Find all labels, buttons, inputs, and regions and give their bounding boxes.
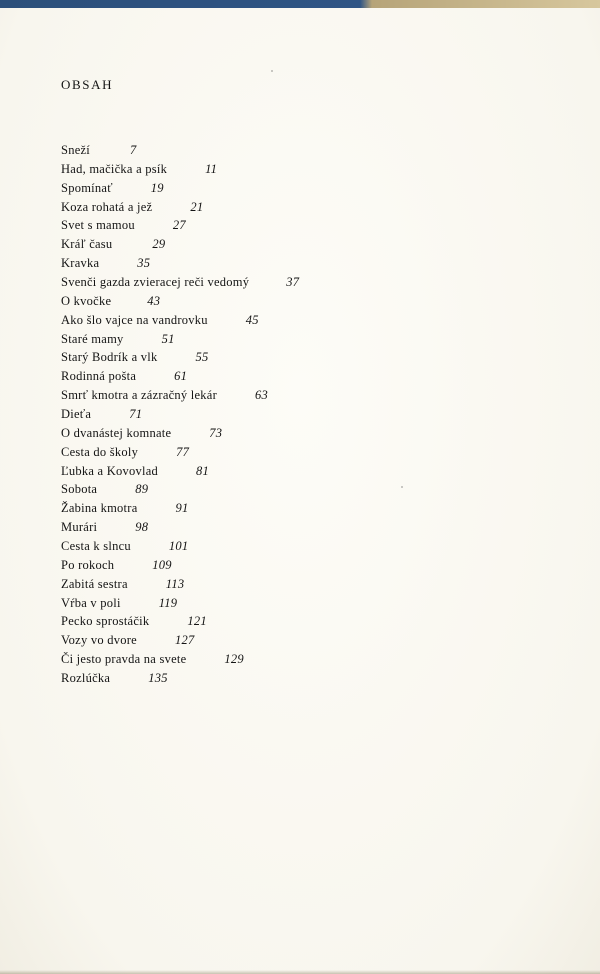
toc-entry-page: 81 bbox=[196, 463, 210, 478]
toc-entry-page: 35 bbox=[137, 256, 151, 271]
toc-entry-title: Svet s mamou bbox=[61, 218, 135, 233]
toc-entry-page: 43 bbox=[147, 293, 161, 308]
toc-entry-page: 29 bbox=[152, 237, 166, 252]
toc-entry[interactable] bbox=[61, 631, 299, 650]
toc-entry-page: 61 bbox=[174, 369, 188, 384]
toc-entry-title: Starý Bodrík a vlk bbox=[61, 350, 158, 365]
toc-entry-page: 19 bbox=[150, 180, 164, 195]
toc-entry-title: O dvanástej komnate bbox=[61, 425, 172, 440]
toc-entry[interactable] bbox=[61, 499, 299, 518]
toc-entry-page: 37 bbox=[286, 275, 300, 290]
toc-entry[interactable] bbox=[61, 216, 299, 235]
toc-entry-page: 127 bbox=[174, 633, 195, 648]
toc-entry[interactable] bbox=[61, 254, 299, 273]
toc-entry[interactable] bbox=[61, 518, 299, 537]
toc-heading: OBSAH bbox=[61, 77, 114, 92]
toc-entry[interactable] bbox=[61, 386, 299, 405]
toc-entry[interactable] bbox=[61, 405, 299, 424]
toc-entry[interactable] bbox=[61, 612, 299, 631]
toc-entry-title: Žabina kmotra bbox=[61, 501, 138, 516]
toc-entry-title: Cesta k slncu bbox=[61, 539, 131, 554]
toc-entry-title: Či jesto pravda na svete bbox=[61, 652, 187, 667]
toc-entry[interactable] bbox=[61, 650, 299, 669]
toc-entry-page: 129 bbox=[224, 652, 244, 667]
toc-entry-page: 77 bbox=[176, 444, 190, 459]
toc-entry-page: 113 bbox=[165, 576, 185, 591]
toc-entry[interactable] bbox=[61, 311, 299, 330]
toc-entry-page: 119 bbox=[158, 595, 178, 610]
toc-entry[interactable] bbox=[61, 367, 299, 386]
toc-entry[interactable] bbox=[61, 330, 299, 349]
toc-entry[interactable] bbox=[61, 160, 299, 179]
toc-entry-page: 7 bbox=[130, 143, 137, 157]
toc-entry[interactable] bbox=[61, 273, 299, 292]
toc-entry-page: 71 bbox=[129, 407, 143, 422]
toc-entry-title: Sobota bbox=[61, 482, 98, 497]
toc-entry-title: Rodinná pošta bbox=[61, 369, 137, 384]
toc-entry-page: 21 bbox=[190, 199, 204, 214]
toc-entry[interactable] bbox=[61, 348, 299, 367]
toc-entry-page: 89 bbox=[135, 482, 149, 497]
toc-entry-page: 27 bbox=[172, 218, 186, 233]
toc-entry-page: 73 bbox=[209, 425, 223, 440]
toc-entry-title: Koza rohatá a jež bbox=[61, 199, 153, 214]
toc-entry[interactable] bbox=[61, 443, 299, 462]
toc-entry[interactable] bbox=[61, 669, 299, 688]
toc-entry-title: Po rokoch bbox=[61, 557, 115, 572]
toc-entry-page: 63 bbox=[255, 388, 269, 403]
toc-entry[interactable] bbox=[61, 594, 299, 613]
toc-entry-title: Ako šlo vajce na vandrovku bbox=[61, 312, 208, 327]
toc-entry-title: Zabitá sestra bbox=[61, 576, 128, 591]
toc-entry-page: 121 bbox=[187, 614, 207, 629]
toc-entry-title: O kvočke bbox=[61, 293, 112, 308]
toc-entry-title: Rozlúčka bbox=[61, 671, 111, 686]
toc-entry-title: Pecko sprostáčik bbox=[61, 614, 150, 629]
toc-entry-title: Spomínať bbox=[61, 180, 113, 195]
toc-entry-title: Kravka bbox=[61, 256, 100, 271]
toc-entry-title: Ľubka a Kovovlad bbox=[61, 463, 159, 478]
toc-entry[interactable] bbox=[61, 575, 299, 594]
toc-entry-title: Dieťa bbox=[61, 407, 92, 422]
toc-entry-title: Murári bbox=[61, 520, 98, 535]
toc-entry-title: Staré mamy bbox=[61, 331, 124, 346]
toc-entry-page: 109 bbox=[152, 557, 172, 572]
paper-speck bbox=[401, 486, 403, 488]
table-of-contents bbox=[61, 141, 299, 688]
toc-entry[interactable] bbox=[61, 179, 299, 198]
toc-entry-page: 98 bbox=[135, 520, 149, 535]
toc-entry-page: 55 bbox=[195, 350, 209, 365]
toc-entry-page: 11 bbox=[205, 161, 218, 176]
page-bottom-edge bbox=[0, 970, 600, 974]
toc-entry-title: Svenči gazda zvieracej reči vedomý bbox=[61, 275, 250, 290]
toc-entry[interactable] bbox=[61, 462, 299, 481]
toc-entry-title: Sneží bbox=[61, 143, 91, 157]
paper-speck bbox=[271, 70, 273, 72]
toc-entry[interactable] bbox=[61, 480, 299, 499]
toc-entry-page: 135 bbox=[148, 671, 168, 686]
toc-entry-title: Vozy vo dvore bbox=[61, 633, 137, 648]
toc-entry-title: Had, mačička a psík bbox=[61, 161, 168, 176]
toc-entry[interactable] bbox=[61, 141, 299, 160]
toc-entry-page: 91 bbox=[175, 501, 189, 516]
toc-entry-page: 101 bbox=[168, 539, 189, 554]
toc-entry-page: 51 bbox=[161, 331, 175, 346]
toc-entry[interactable] bbox=[61, 537, 299, 556]
toc-entry[interactable] bbox=[61, 424, 299, 443]
toc-entry-page: 45 bbox=[245, 312, 259, 327]
toc-entry[interactable] bbox=[61, 235, 299, 254]
toc-entry-title: Smrť kmotra a zázračný lekár bbox=[61, 388, 218, 403]
toc-entry[interactable] bbox=[61, 198, 299, 217]
toc-entry-title: Vŕba v poli bbox=[61, 595, 121, 610]
cover-edge-band bbox=[0, 0, 600, 8]
toc-entry-title: Kráľ času bbox=[61, 237, 113, 252]
toc-entry[interactable] bbox=[61, 556, 299, 575]
toc-entry[interactable] bbox=[61, 292, 299, 311]
toc-entry-title: Cesta do školy bbox=[61, 444, 139, 459]
